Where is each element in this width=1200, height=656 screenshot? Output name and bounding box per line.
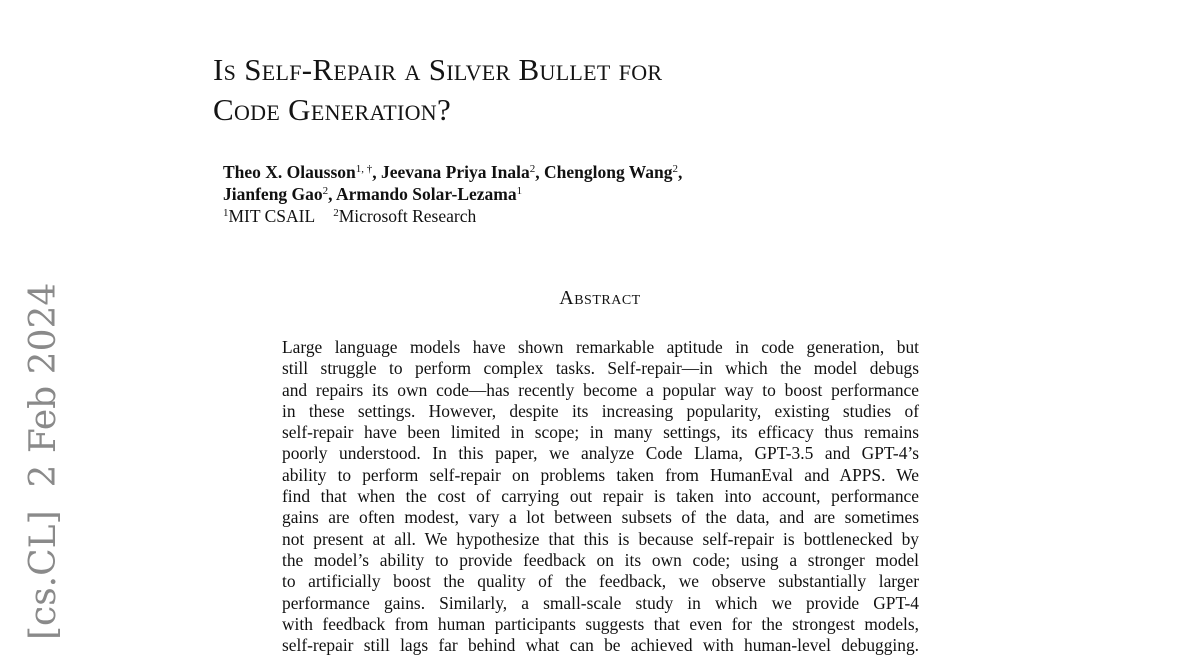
affiliation-mark: 1 xyxy=(223,207,229,219)
abstract-line: still struggle to perform complex tasks. Self-repair—in which the model debugs xyxy=(282,358,919,379)
arxiv-date: 2 Feb 2024 xyxy=(23,282,64,488)
title-line: Code Generation? xyxy=(213,92,452,127)
abstract-line: poorly understood. In this paper, we analyze Code Llama, GPT-3.5 and GPT-4’s xyxy=(282,443,919,464)
arxiv-stamp xyxy=(23,282,64,640)
author-line: Jianfeng Gao$^2$, Armando Solar-Lezama$^1$ xyxy=(223,184,523,204)
abstract-line: Large language models have shown remarkable aptitude in code generation, but xyxy=(282,337,919,357)
arxiv-category: [cs.CL] xyxy=(23,510,64,640)
abstract-body xyxy=(282,337,919,656)
abstract-heading: Abstract xyxy=(559,287,641,309)
abstract-line: and repairs its own code—has recently become a popular way to boost performance xyxy=(282,379,919,400)
abstract-line: performance gains. Similarly, a small-scale study in which we provide GPT-4 xyxy=(282,592,919,613)
affiliation-name: Microsoft Research xyxy=(338,206,477,226)
affiliation-name: MIT CSAIL xyxy=(228,206,316,226)
author-block xyxy=(223,161,682,227)
abstract-line: in these settings. However, despite its increasing popularity, existing studies of xyxy=(282,400,919,421)
abstract-line: with feedback from human participants suggests that even for the strongest models, xyxy=(282,613,919,634)
author-name: Theo X. Olausson xyxy=(223,162,356,182)
author-mark: 2 xyxy=(672,163,679,175)
author-mark: 2 xyxy=(529,163,536,175)
abstract-line: to artificially boost the quality of the feedback, we observe substantially larger xyxy=(282,571,919,592)
author-name: Jianfeng Gao xyxy=(223,184,323,204)
author-mark: 1, † xyxy=(355,163,373,175)
abstract-line: gains are often modest, vary a lot between subsets of the data, and are sometimes xyxy=(282,507,919,528)
author-name: Chenglong Wang xyxy=(544,162,673,182)
title-line: Is Self-Repair a Silver Bullet for xyxy=(213,52,663,87)
author-mark: 2 xyxy=(322,185,329,197)
affiliation-mark: 2 xyxy=(333,207,339,219)
abstract-line: self-repair have been limited in scope; in many settings, its efficacy thus remains xyxy=(282,422,919,443)
abstract-line: the model’s ability to provide feedback on its own code; using a stronger model xyxy=(282,549,919,570)
abstract-line: not present at all. We hypothesize that this is because self-repair is bottlenecked by xyxy=(282,528,919,549)
affiliations xyxy=(223,205,682,227)
abstract-line: ability to perform self-repair on problems taken from HumanEval and APPS. We xyxy=(282,464,919,485)
abstract-line: find that when the cost of carrying out repair is taken into account, performance xyxy=(282,486,919,507)
author-name: Jeevana Priya Inala xyxy=(381,162,530,182)
author-mark: 1 xyxy=(516,185,523,197)
author-line: Theo X. Olausson$^{1, \dagger}$, Jeevana Priya Inala$^2$, Chenglong Wang$^2$, xyxy=(223,162,683,182)
abstract-line: self-repair still lags far behind what can be achieved with human-level debugging. xyxy=(282,635,919,656)
paper-title xyxy=(213,50,662,130)
author-name: Armando Solar-Lezama xyxy=(335,184,517,204)
